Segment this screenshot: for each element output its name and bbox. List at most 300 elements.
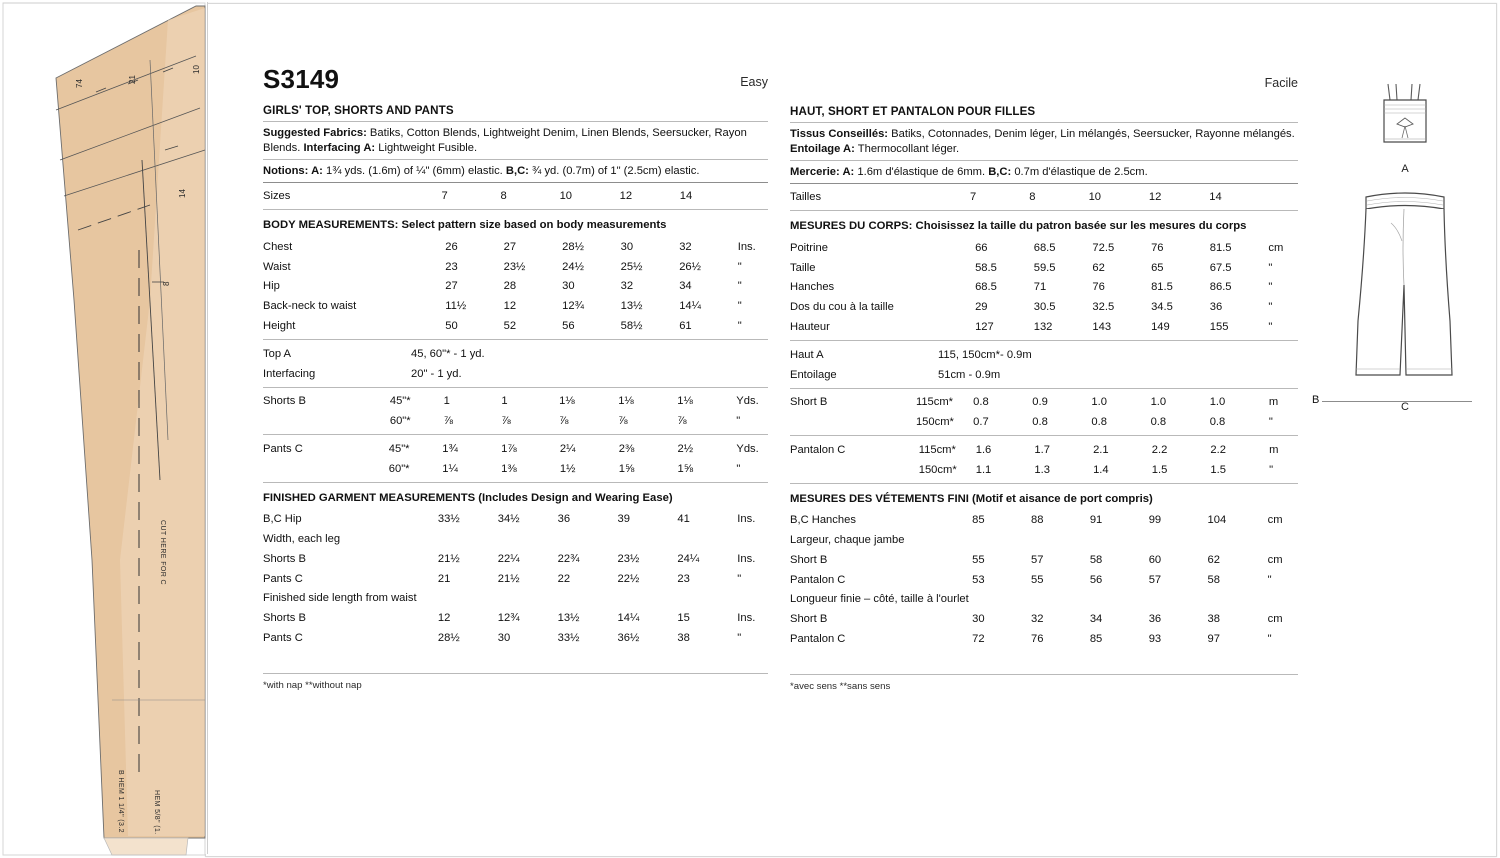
size-col-5-fr: 14 [1209,191,1222,204]
fabrics-text-en: Batiks, Cotton Blends, Lightweight Denim, Linen Blends, Seersucker, Rayon Blends. [263,127,747,155]
sizes-spacer [390,187,441,207]
divider [790,435,1298,436]
sizes-table-en [263,187,768,207]
row-label-empty [263,412,390,432]
body-measurements-head-en: BODY MEASUREMENTS: Select pattern size based on body measurements [263,219,667,232]
cell: 59.5 [1033,261,1056,274]
cell: 34 [1089,613,1103,626]
row-unit: " [1267,633,1272,646]
row-label: Chest [263,240,293,253]
cell: 60 [1148,553,1162,566]
cell: 30.5 [1033,301,1056,314]
cell: 91 [1089,514,1103,527]
cell: ⅞ [501,415,511,428]
cell: ⅞ [618,415,628,428]
cell: 2.2 [1210,443,1226,456]
divider [790,340,1298,341]
cell: 1½ [559,462,576,475]
cell: 24¼ [677,552,700,565]
table-row [263,316,768,336]
interfacing-label-en: Interfacing A: [303,142,376,155]
table-row [790,393,1298,413]
cell: 57 [1030,553,1044,566]
cell: 2⅜ [618,442,635,455]
divider [790,483,1298,484]
row-unit: " [1268,301,1273,314]
french-column [790,66,1298,694]
yardage-shorts-table-en [263,392,768,432]
body-measurements-table-fr [790,238,1298,337]
cell: 1⅜ [501,462,517,475]
notions-en [263,164,768,179]
cell: 32 [1030,613,1044,626]
view-b-length-line [1322,401,1472,402]
line-drawing-bc [1312,189,1474,413]
cell: 1.6 [975,443,992,456]
yardage-shorts-table-fr [790,393,1298,433]
divider [790,183,1298,184]
table-row [263,297,768,317]
finished-measurements-table-fr [790,511,1298,649]
cell: 22¼ [497,552,520,565]
cell: 23½ [503,260,526,273]
side-length-label-en: Finished side length from waist [263,592,417,605]
cell: 127 [975,320,994,333]
row-unit: " [737,260,742,273]
notions-bc-label-fr: B,C: [988,165,1012,178]
row-label: Top A [263,347,291,360]
cell: 88 [1030,514,1044,527]
cell: 1.5 [1210,463,1226,476]
divider [790,122,1298,123]
cell: 81.5 [1209,241,1232,254]
row-sub [922,630,972,650]
fabric-width: 45"* [388,442,410,455]
cell: 56 [562,319,575,332]
notions-a-label-fr: A: [839,165,855,178]
row-value: 20" - 1 yd. [411,367,462,380]
cell: 23½ [617,552,640,565]
cell: 68.5 [975,281,997,294]
cell: 1⅝ [677,462,694,475]
cell: 155 [1209,320,1229,333]
pattern-tissue-area [0,0,230,858]
row-value: 45, 60"* - 1 yd. [411,347,485,360]
footnote-en: *with nap **without nap [263,680,362,692]
finished-measurements-table-en [263,510,768,648]
cell: 55 [972,553,985,566]
row-unit: Yds. [736,442,759,455]
garment-title-fr: HAUT, SHORT ET PANTALON POUR FILLES [790,105,1036,118]
cell: 34.5 [1151,301,1173,314]
row-label: Short B [790,396,828,409]
row-sub [922,511,972,531]
size-col-4-en: 12 [619,190,633,203]
size-col-3-en: 10 [559,190,573,203]
notions-fr [790,165,1298,180]
cell: 71 [1033,281,1047,294]
cell: 72 [972,633,985,646]
table-row [263,439,768,459]
cell: 62 [1092,261,1105,274]
row-unit: " [1268,416,1273,429]
pattern-header [263,66,768,92]
cell: 62 [1207,553,1220,566]
row-sub [928,298,975,318]
difficulty-label-fr: Facile [1264,75,1298,90]
cell: 34 [679,280,692,293]
yardage-simple-table-fr [790,345,1298,385]
cell: 2½ [677,442,694,455]
row-sub [922,610,972,630]
table-row [263,609,768,629]
divider [790,388,1298,389]
table-row [790,365,1298,385]
row-label: Haut A [790,348,824,361]
table-row [263,364,768,384]
cell: 1⅝ [618,462,635,475]
row-label: Poitrine [790,241,828,254]
row-label-empty [790,413,916,433]
divider [790,210,1298,211]
table-row [263,629,768,649]
row-label: Shorts B [263,552,306,565]
cell: 2.1 [1093,443,1109,456]
cell: 26½ [679,260,701,273]
cell: 23 [445,260,458,273]
row-sub [389,629,438,649]
cell: 52 [503,319,517,332]
width-each-leg-label-fr: Largeur, chaque jambe [790,534,905,547]
fabric-width: 45"* [389,395,411,408]
table-row [790,460,1298,480]
spacer [263,648,768,670]
cell: ⅞ [677,415,687,428]
row-label: Pantalon C [790,573,846,586]
notions-label-fr: Mercerie: [790,165,840,178]
sizes-table-fr [790,188,1298,208]
cell: 36 [1148,613,1162,626]
cell: 0.7 [973,416,989,429]
notions-a-label-en: A: [308,164,323,177]
cell: 55 [1030,573,1044,586]
row-label-empty [263,459,389,479]
cell: ⅞ [443,415,453,428]
cell: 81.5 [1151,281,1173,294]
cell: 0.8 [973,396,989,409]
cell: 56 [1089,573,1103,586]
table-row [790,610,1298,630]
cell: 104 [1207,514,1227,527]
cell: 76 [1151,241,1164,254]
cell: 93 [1148,633,1162,646]
divider [263,159,768,160]
row-label: Shorts B [263,612,306,625]
table-row [790,278,1298,298]
cell: 0.8 [1091,416,1107,429]
cell: 85 [972,514,985,527]
row-unit: Ins. [737,240,756,253]
row-unit: m [1268,396,1279,409]
row-label: B,C Hanches [790,514,856,527]
row-unit: Yds. [736,395,759,408]
table-row [263,530,768,550]
divider [790,160,1298,161]
cell: 36 [1209,301,1223,314]
table-row [790,258,1298,278]
size-col-4-fr: 12 [1148,191,1162,204]
divider [263,121,768,122]
footnote-fr: *avec sens **sans sens [790,681,891,693]
sizes-header-row-fr [790,188,1298,208]
table-row [263,344,768,364]
table-row [790,440,1298,460]
divider [263,182,768,183]
divider [790,674,1298,675]
cell: 149 [1151,320,1170,333]
fabrics-text-fr: Batiks, Cotonnades, Denim léger, Lin mélangés, Seersucker, Rayonne mélangés. [888,128,1295,141]
interfacing-text-en: Lightweight Fusible. [375,142,478,155]
table-row [263,510,768,530]
finished-measurements-head-en: FINISHED GARMENT MEASUREMENTS (Includes Design and Wearing Ease) [263,491,673,504]
cell: 1.5 [1151,463,1168,476]
table-row [790,570,1298,590]
cell: 22¾ [557,552,580,565]
row-label: Pants C [263,572,303,585]
cell: 23 [677,572,690,585]
divider [263,434,768,435]
row-label: Hip [263,280,280,293]
row-unit: cm [1267,514,1283,527]
cell: 53 [972,573,985,586]
table-row [790,298,1298,318]
tissue-mark-14: 14 [178,189,187,198]
cell: 1.3 [1034,463,1050,476]
size-col-1-fr: 7 [969,191,977,204]
cell: 21½ [497,572,520,585]
row-unit: " [1268,320,1273,333]
sizes-spacer [918,188,970,208]
table-row [790,511,1298,531]
table-row [790,550,1298,570]
row-unit: " [1267,573,1272,586]
cell: 33½ [437,513,460,526]
notions-bc-text-en: ¾ yd. (0.7m) of 1" (2.5cm) elastic. [528,164,700,177]
table-row [263,459,768,479]
cell: 1.7 [1034,443,1050,456]
cell: 68.5 [1033,241,1056,254]
cell: 25½ [620,260,643,273]
yardage-pants-table-en [263,439,768,479]
cell: 0.9 [1032,396,1048,409]
unit-col-fr [1270,188,1298,208]
cell: 12 [437,612,451,625]
unit-col-en [740,187,768,207]
row-unit: " [737,300,742,313]
cell: 14¼ [679,300,701,313]
row-sub [928,238,975,258]
size-col-5-en: 14 [679,190,693,203]
cell: 28½ [437,632,460,645]
row-sub [922,550,972,570]
row-sub [922,570,972,590]
cell: 38 [677,632,690,645]
table-row [263,257,768,277]
row-unit: " [737,319,742,332]
view-letter-a: A [1401,163,1409,175]
cell: 0.8 [1032,416,1048,429]
cell: 14¼ [617,612,640,625]
cell: 72.5 [1092,241,1115,254]
row-sub [389,609,438,629]
cell: 50 [445,319,458,332]
sizes-label-fr: Tailles [790,191,822,204]
cell: 99 [1148,514,1162,527]
row-label: Dos du cou à la taille [790,301,894,314]
cell: 36½ [617,632,640,645]
line-drawings-panel [1312,78,1474,413]
cell: 36 [557,513,571,526]
fabric-width: 60"* [388,462,410,475]
cell: 76 [1092,281,1105,294]
table-row [263,277,768,297]
row-sub [928,258,975,278]
cell: 38 [1207,613,1220,626]
view-letter-c: C [1401,401,1409,413]
row-label: Hanches [790,281,835,294]
finished-measurements-head-fr: MESURES DES VÉTEMENTS FINI (Motif et aisance de port compris) [790,492,1153,505]
table-row [790,413,1298,433]
cell: 39 [617,513,630,526]
divider [263,339,768,340]
row-unit: cm [1267,553,1283,566]
row-unit: cm [1267,613,1283,626]
row-unit: " [1268,281,1273,294]
cell: 15 [677,612,690,625]
cell: 58 [1089,553,1103,566]
cell: 1.1 [975,463,992,476]
notions-bc-text-fr: 0.7m d'élastique de 2.5cm. [1011,165,1148,178]
cell: 28½ [562,240,584,253]
cell: 21 [437,572,451,585]
row-unit: " [1269,463,1274,476]
table-row [263,392,768,412]
row-value: 51cm - 0.9m [938,368,1001,381]
row-label: Pants C [263,632,303,645]
row-label: Waist [263,260,291,273]
notions-a-text-en: 1¾ yds. (1.6m) of ¼" (6mm) elastic. [322,164,506,177]
cell: 11½ [445,300,467,313]
cell: 33½ [557,632,580,645]
cell: 34½ [497,513,520,526]
row-unit: " [737,280,742,293]
fabric-width: 115cm* [915,396,954,409]
fabrics-label-en: Suggested Fabrics: [263,127,367,140]
interfacing-label-fr: Entoilage A: [790,143,855,156]
fabric-width: 115cm* [918,443,956,456]
row-sub [398,277,445,297]
suggested-fabrics-fr [790,127,1298,157]
row-unit: Ins. [737,552,756,565]
pants-view-bc-icon [1336,189,1474,394]
cell: 12 [503,300,517,313]
cell: 41 [677,513,690,526]
english-column [263,66,768,693]
row-unit: Ins. [737,612,756,625]
cell: 29 [975,301,988,314]
cell: 27 [503,240,517,253]
divider [263,387,768,388]
size-col-1-en: 7 [441,190,448,203]
cell: 1⅛ [677,395,693,408]
body-measurements-head-fr: MESURES DU CORPS: Choisissez la taille du patron basée sur les mesures du corps [790,220,1247,233]
table-row [790,630,1298,650]
cell: 61 [679,319,692,332]
cell: 66 [975,241,988,254]
cell: 1 [501,395,508,408]
cell: 27 [445,280,458,293]
row-sub [389,549,438,569]
cell: 58½ [620,319,643,332]
row-sub [398,316,445,336]
sizes-header-row-en [263,187,768,207]
row-sub [398,237,445,257]
size-col-3-fr: 10 [1088,191,1102,204]
table-row [263,549,768,569]
cell: 1.0 [1209,396,1226,409]
spacer [790,649,1298,671]
divider [263,482,768,483]
cell: 32.5 [1092,301,1115,314]
cell: 1¼ [442,462,458,475]
row-label: Pants C [263,442,303,455]
row-unit: " [1268,261,1273,274]
table-row [790,317,1298,337]
top-view-a-icon [1336,78,1474,156]
yardage-pants-table-fr [790,440,1298,480]
row-unit: " [737,632,742,645]
garment-title-en: GIRLS' TOP, SHORTS AND PANTS [263,104,454,117]
cell: 26 [445,240,458,253]
view-letter-b: B [1312,394,1320,406]
tissue-mark-21: 21 [128,75,137,84]
tissue-mark-10: 10 [192,65,201,74]
cell: 143 [1092,320,1112,333]
cell: 97 [1207,633,1220,646]
tissue-hem-b-label: B HEM 1 1/4" (3.2 [117,770,124,833]
difficulty-label-en: Easy [740,74,768,89]
cell: 32 [620,280,634,293]
cell: 57 [1148,573,1162,586]
fabric-width: 150cm* [918,463,957,476]
divider [263,673,768,674]
row-label: Short B [790,553,828,566]
tissue-mark-8: 8 [162,281,171,286]
row-label: Pantalon C [790,633,846,646]
cell: 2¼ [559,442,576,455]
cell: 13½ [620,300,643,313]
yardage-simple-table-en [263,344,768,384]
row-label: Back-neck to waist [263,300,357,313]
cell: 1 [443,395,450,408]
notions-label-en: Notions: [263,164,309,177]
table-row [263,569,768,589]
size-col-2-en: 8 [500,190,507,203]
row-sub [389,569,438,589]
cell: 1¾ [442,442,458,455]
pattern-number: S3149 [263,64,340,94]
row-unit: m [1269,443,1279,456]
